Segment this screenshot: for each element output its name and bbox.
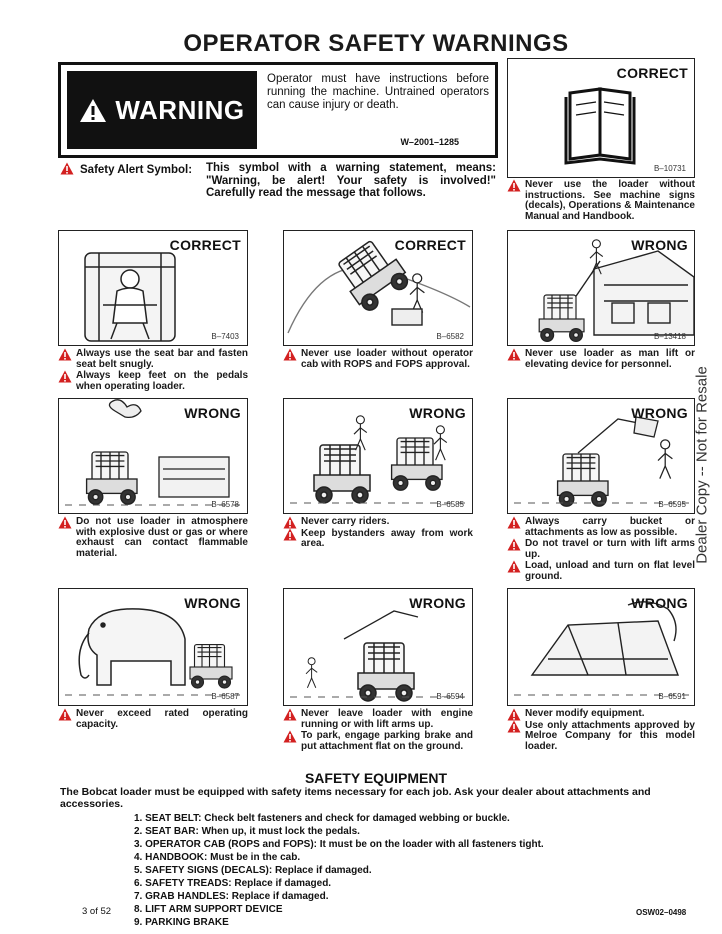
- caption-line: [283, 731, 473, 752]
- caption-text: Never use loader without operator cab with ROPS and FOPS approval.: [301, 348, 473, 370]
- caption-line: [507, 709, 695, 720]
- list-item: 2. SEAT BAR: When up, it must lock the pedals.: [134, 826, 360, 837]
- panel-code: B–6587: [211, 692, 239, 701]
- safety-alert-text: This symbol with a warning statement, means: "Warning, be alert! Your safety is involved!" Carefully read the message that follows.: [206, 162, 496, 199]
- side-watermark-text: Dealer Copy -- Not for Resale: [693, 366, 711, 564]
- panel-caption: [58, 349, 248, 393]
- alert-triangle-icon: [58, 370, 72, 383]
- alert-triangle-icon: [507, 538, 521, 551]
- panel-caption: [58, 517, 248, 560]
- caption-line: [58, 517, 248, 559]
- list-item: 3. OPERATOR CAB (ROPS and FOPS): It must be on the loader with all fasteners tight.: [134, 839, 544, 850]
- panel-caption: [283, 517, 473, 551]
- list-item: 8. LIFT ARM SUPPORT DEVICE: [134, 904, 283, 915]
- safety-panel-wrong: [58, 588, 248, 706]
- warning-label-block: [67, 71, 257, 149]
- panel-code: B–10731: [653, 164, 686, 173]
- panel-code: B–6578: [211, 500, 239, 509]
- safety-panel-correct: [507, 58, 695, 178]
- panel-caption: [58, 709, 248, 731]
- caption-text: Never use the loader without instructions. See machine signs (decals), Operations & Maintenance Manual and Handbook.: [525, 179, 695, 222]
- panel-caption: [283, 349, 473, 371]
- warning-message: Operator must have instructions before running the machine. Untrained operators can cause injury or death.: [267, 73, 489, 111]
- side-watermark: [690, 340, 714, 590]
- alert-triangle-icon: [507, 348, 521, 361]
- caption-text: Always carry bucket or attachments as low as possible.: [525, 516, 695, 538]
- alert-triangle-icon: [58, 348, 72, 361]
- caption-line: [507, 180, 695, 222]
- caption-text: Never use loader as man lift or elevating device for personnel.: [525, 348, 695, 370]
- caption-line: [58, 349, 248, 370]
- panel-code: B–6591: [658, 692, 686, 701]
- safety-panel-wrong: [507, 230, 695, 346]
- alert-triangle-icon: [507, 179, 521, 192]
- safety-panel-wrong: [283, 398, 473, 514]
- list-item: 4. HANDBOOK: Must be in the cab.: [134, 852, 301, 863]
- panel-status: WRONG: [631, 405, 688, 421]
- list-item: 1. SEAT BELT: Check belt fasteners and check for damaged webbing or buckle.: [134, 813, 510, 824]
- panel-status: WRONG: [409, 405, 466, 421]
- panel-status: WRONG: [631, 237, 688, 253]
- caption-line: [283, 517, 473, 528]
- safety-equipment-intro: The Bobcat loader must be equipped with safety items necessary for each job. Ask your dealer about attachments and accessories.: [60, 786, 651, 810]
- caption-line: [283, 529, 473, 550]
- caption-text: Never leave loader with engine running or with lift arms up.: [301, 708, 473, 730]
- safety-panel-correct: [58, 230, 248, 346]
- panel-code: B–13418: [653, 332, 686, 341]
- caption-line: [507, 539, 695, 560]
- panel-caption: [283, 709, 473, 753]
- safety-alert-label-wrap: [60, 162, 192, 177]
- caption-text: Use only attachments approved by Melroe Company for this model loader.: [525, 719, 695, 752]
- safety-panel-correct: [283, 230, 473, 346]
- panel-code: B–6595: [658, 500, 686, 509]
- page-number: 3 of 52: [82, 906, 112, 917]
- list-item: 7. GRAB HANDLES: Replace if damaged.: [134, 891, 329, 902]
- warning-code: W–2001–1285: [400, 137, 459, 147]
- panel-caption: [507, 180, 695, 223]
- caption-text: Never modify equipment.: [525, 708, 645, 719]
- caption-text: Always keep feet on the pedals when operating loader.: [76, 370, 248, 392]
- caption-line: [283, 709, 473, 730]
- safety-panel-wrong: [507, 588, 695, 706]
- caption-text: Load, unload and turn on flat level ground.: [525, 560, 695, 582]
- caption-line: [507, 721, 695, 753]
- caption-text: Always use the seat bar and fasten seat belt snugly.: [76, 348, 248, 370]
- panel-status: WRONG: [409, 595, 466, 611]
- panel-code: B–6594: [436, 692, 464, 701]
- caption-text: Keep bystanders away from work area.: [301, 527, 473, 549]
- panel-status: WRONG: [184, 405, 241, 421]
- list-item: 6. SAFETY TREADS: Replace if damaged.: [134, 878, 332, 889]
- alert-triangle-icon: [283, 528, 297, 541]
- panel-caption: [507, 517, 695, 583]
- caption-line: [283, 349, 473, 370]
- list-item: 9. PARKING BRAKE: [134, 917, 229, 928]
- warning-box: [58, 62, 498, 158]
- caption-line: [507, 517, 695, 538]
- warning-triangle-icon: [79, 98, 107, 123]
- safety-equipment-title: SAFETY EQUIPMENT: [304, 770, 448, 786]
- alert-triangle-icon: [58, 708, 72, 721]
- panel-status: CORRECT: [394, 237, 466, 253]
- panel-code: B–7403: [211, 332, 239, 341]
- alert-triangle-icon: [283, 348, 297, 361]
- panel-caption: [507, 349, 695, 371]
- panel-status: WRONG: [631, 595, 688, 611]
- alert-triangle-icon: [507, 560, 521, 573]
- alert-triangle-icon: [60, 162, 74, 175]
- alert-triangle-icon: [283, 730, 297, 743]
- caption-line: [58, 371, 248, 392]
- warning-label: WARNING: [115, 94, 245, 125]
- list-item: 5. SAFETY SIGNS (DECALS): Replace if damaged.: [134, 865, 372, 876]
- panel-status: CORRECT: [169, 237, 241, 253]
- caption-text: Do not use loader in atmosphere with explosive dust or gas or where exhaust can contact flammable material.: [76, 516, 248, 559]
- page-title: OPERATOR SAFETY WARNINGS: [183, 30, 569, 57]
- safety-equipment-list: [134, 812, 544, 929]
- caption-text: To park, engage parking brake and put attachment flat on the ground.: [301, 730, 473, 752]
- safety-panel-wrong: [507, 398, 695, 514]
- caption-line: [58, 709, 248, 730]
- panel-code: B–6585: [436, 500, 464, 509]
- caption-text: Never carry riders.: [301, 516, 390, 527]
- alert-triangle-icon: [283, 708, 297, 721]
- safety-panel-wrong: [283, 588, 473, 706]
- panel-status: WRONG: [184, 595, 241, 611]
- panel-status: CORRECT: [616, 65, 688, 81]
- caption-text: Never exceed rated operating capacity.: [76, 708, 248, 730]
- panel-code: B–6582: [436, 332, 464, 341]
- caption-text: Do not travel or turn with lift arms up.: [525, 538, 695, 560]
- safety-alert-label: Safety Alert Symbol:: [80, 164, 193, 176]
- caption-line: [507, 349, 695, 370]
- caption-line: [507, 561, 695, 582]
- alert-triangle-icon: [58, 516, 72, 529]
- panel-caption: [507, 709, 695, 753]
- safety-panel-wrong: [58, 398, 248, 514]
- alert-triangle-icon: [507, 516, 521, 529]
- document-code: OSW02–0498: [636, 908, 687, 917]
- alert-triangle-icon: [507, 720, 521, 733]
